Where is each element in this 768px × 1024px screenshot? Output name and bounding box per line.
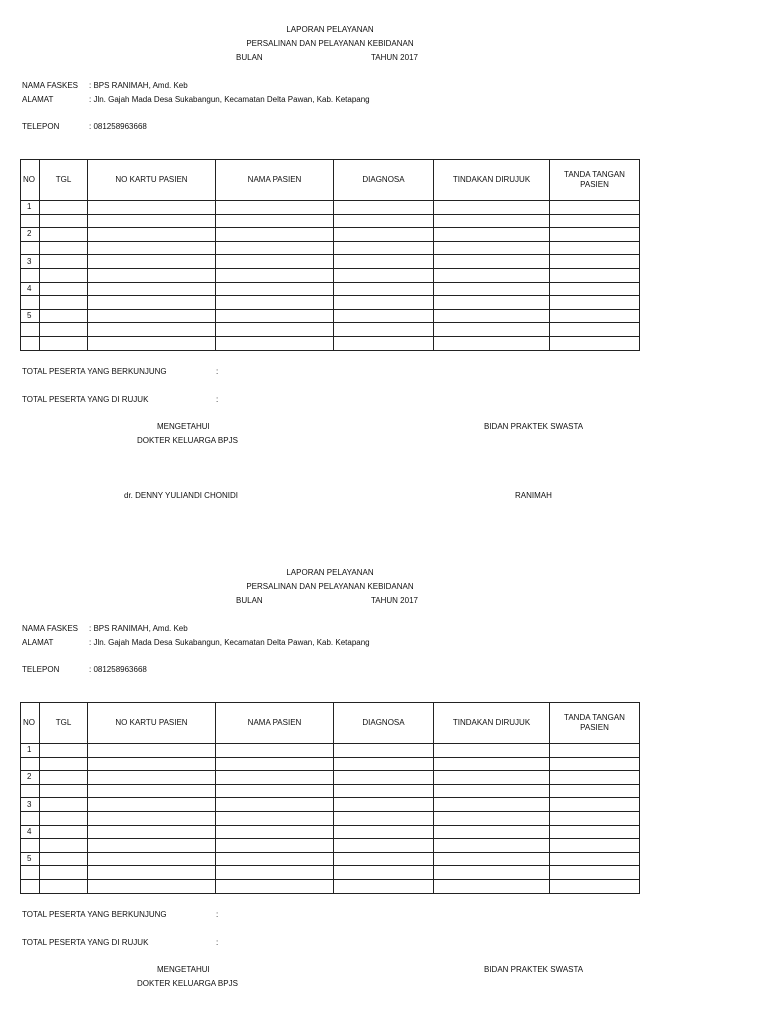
table-row xyxy=(21,309,640,323)
row-number: 4 xyxy=(21,825,40,839)
dokter-keluarga-label: DOKTER KELUARGA BPJS xyxy=(137,436,238,445)
service-table xyxy=(20,702,640,894)
table-row xyxy=(21,825,640,839)
report-title-line1: LAPORAN PELAYANAN xyxy=(286,25,374,34)
row-number: 5 xyxy=(21,852,40,866)
telepon-value: : 081258963668 xyxy=(89,665,147,674)
column-header-no: NO xyxy=(21,160,40,201)
table-row xyxy=(21,241,640,255)
mengetahui-label: MENGETAHUI xyxy=(157,965,210,974)
table-row xyxy=(21,866,640,880)
column-header-diagnosa: DIAGNOSA xyxy=(334,160,434,201)
alamat-value: : Jln. Gajah Mada Desa Sukabangun, Kecamatan Delta Pawan, Kab. Ketapang xyxy=(89,638,370,647)
alamat-label: ALAMAT xyxy=(22,95,54,104)
total-dirujuk-label: TOTAL PESERTA YANG DI RUJUK xyxy=(22,395,149,404)
nama-faskes-label: NAMA FASKES xyxy=(22,81,79,90)
table-row xyxy=(21,323,640,337)
dokter-keluarga-label: DOKTER KELUARGA BPJS xyxy=(137,979,238,988)
column-header-tgl: TGL xyxy=(40,703,88,744)
row-number: 1 xyxy=(21,744,40,758)
tahun-label: TAHUN 2017 xyxy=(371,596,418,605)
alamat-value: : Jln. Gajah Mada Desa Sukabangun, Kecamatan Delta Pawan, Kab. Ketapang xyxy=(89,95,370,104)
report-title-line2: PERSALINAN DAN PELAYANAN KEBIDANAN xyxy=(246,582,414,591)
nama-faskes-value: : BPS RANIMAH, Amd. Keb xyxy=(89,624,188,633)
telepon-label: TELEPON xyxy=(22,122,60,131)
report-title-line2: PERSALINAN DAN PELAYANAN KEBIDANAN xyxy=(246,39,414,48)
table-row xyxy=(21,268,640,282)
column-header-nama-pasien: NAMA PASIEN xyxy=(216,160,334,201)
column-header-diagnosa: DIAGNOSA xyxy=(334,703,434,744)
total-dirujuk-label: TOTAL PESERTA YANG DI RUJUK xyxy=(22,938,149,947)
total-dirujuk-value: : xyxy=(216,938,219,947)
bulan-label: BULAN xyxy=(236,53,263,62)
report-title-line1: LAPORAN PELAYANAN xyxy=(286,568,374,577)
column-header-tgl: TGL xyxy=(40,160,88,201)
column-header-tindakan: TINDAKAN DIRUJUK xyxy=(434,160,550,201)
table-row xyxy=(21,214,640,228)
row-number: 2 xyxy=(21,228,40,242)
table-row xyxy=(21,336,640,350)
bidan-praktek-label: BIDAN PRAKTEK SWASTA xyxy=(484,965,584,974)
bulan-label: BULAN xyxy=(236,596,263,605)
table-row xyxy=(21,744,640,758)
telepon-value: : 081258963668 xyxy=(89,122,147,131)
table-row xyxy=(21,255,640,269)
total-berkunjung-label: TOTAL PESERTA YANG BERKUNJUNG xyxy=(22,910,167,919)
column-header-tanda-tangan: TANDA TANGAN PASIEN xyxy=(550,703,640,744)
telepon-label: TELEPON xyxy=(22,665,60,674)
table-row xyxy=(21,771,640,785)
table-row xyxy=(21,784,640,798)
column-header-tindakan: TINDAKAN DIRUJUK xyxy=(434,703,550,744)
table-row xyxy=(21,839,640,853)
column-header-tanda-tangan: TANDA TANGAN PASIEN xyxy=(550,160,640,201)
mengetahui-label: MENGETAHUI xyxy=(157,422,210,431)
column-header-no-kartu: NO KARTU PASIEN xyxy=(88,703,216,744)
dokter-signatory-name: dr. DENNY YULIANDI CHONIDI xyxy=(124,491,238,500)
row-number: 4 xyxy=(21,282,40,296)
table-row xyxy=(21,757,640,771)
table-row xyxy=(21,282,640,296)
bidan-praktek-label: BIDAN PRAKTEK SWASTA xyxy=(484,422,584,431)
nama-faskes-label: NAMA FASKES xyxy=(22,624,79,633)
alamat-label: ALAMAT xyxy=(22,638,54,647)
table-row xyxy=(21,296,640,310)
total-berkunjung-value: : xyxy=(216,910,219,919)
table-row xyxy=(21,879,640,893)
service-table xyxy=(20,159,640,351)
total-dirujuk-value: : xyxy=(216,395,219,404)
table-row xyxy=(21,798,640,812)
row-number: 5 xyxy=(21,309,40,323)
row-number: 3 xyxy=(21,798,40,812)
row-number: 2 xyxy=(21,771,40,785)
nama-faskes-value: : BPS RANIMAH, Amd. Keb xyxy=(89,81,188,90)
tahun-label: TAHUN 2017 xyxy=(371,53,418,62)
table-row xyxy=(21,811,640,825)
column-header-no-kartu: NO KARTU PASIEN xyxy=(88,160,216,201)
bidan-signatory-name: RANIMAH xyxy=(515,491,552,500)
total-berkunjung-value: : xyxy=(216,367,219,376)
row-number: 3 xyxy=(21,255,40,269)
table-row xyxy=(21,228,640,242)
row-number: 1 xyxy=(21,201,40,215)
total-berkunjung-label: TOTAL PESERTA YANG BERKUNJUNG xyxy=(22,367,167,376)
table-row xyxy=(21,852,640,866)
column-header-nama-pasien: NAMA PASIEN xyxy=(216,703,334,744)
column-header-no: NO xyxy=(21,703,40,744)
table-row xyxy=(21,201,640,215)
